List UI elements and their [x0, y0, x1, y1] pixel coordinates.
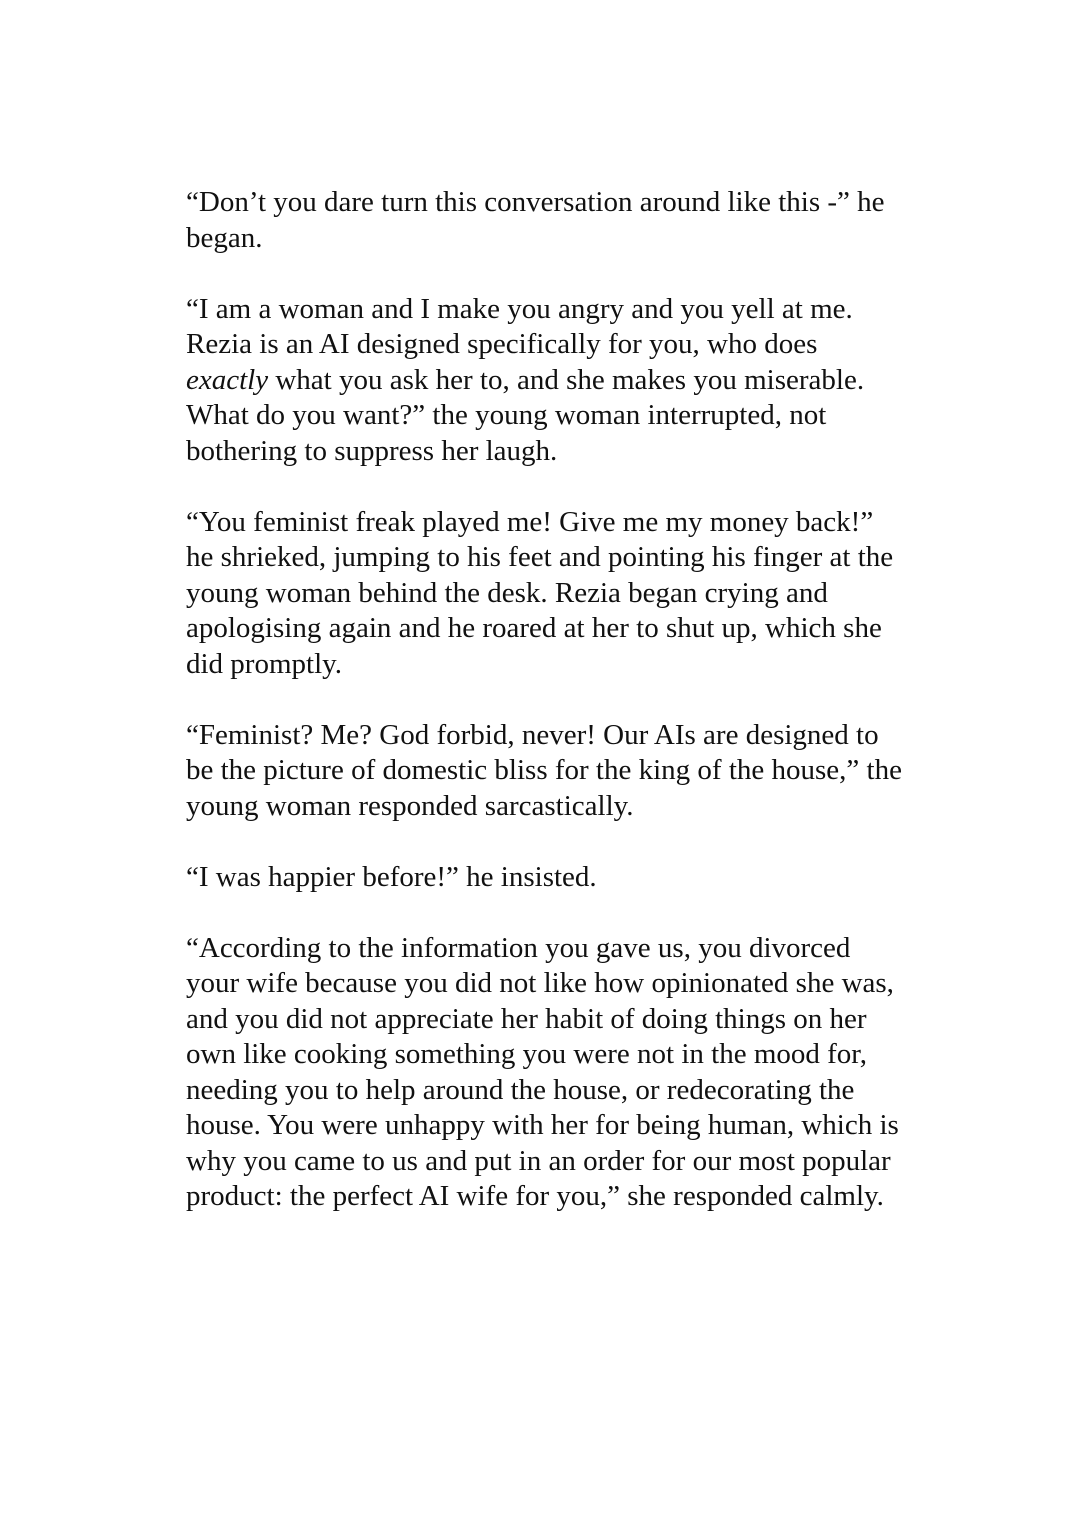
paragraph-2: [186, 292, 906, 470]
paragraph-1: “Don’t you dare turn this conversation around like this -” he began.: [186, 186, 885, 254]
paragraph-3: “You feminist freak played me! Give me my money back!” he shrieked, jumping to his feet and pointing his finger at the young woman behind the desk. Rezia began crying and apologising again and he roared at her to shut up, which she did promptly.: [186, 505, 894, 680]
paragraph-4: “Feminist? Me? God forbid, never! Our AIs are designed to be the picture of domestic bliss for the king of the house,” the young woman responded sarcastically.: [186, 718, 902, 822]
paragraph-2-emphasis: exactly: [186, 363, 269, 396]
paragraph-2-text-before: “I am a woman and I make you angry and you yell at me. Rezia is an AI designed specifically for you, who does: [186, 292, 853, 360]
story-text: [186, 185, 906, 1215]
paragraph-6: “According to the information you gave us, you divorced your wife because you did not like how opinionated she was, and you did not appreciate her habit of doing things on her own like cooking something you were not in the mood for, needing you to help around the house, or redecorating the house. You were unhappy with her for being human, which is why you came to us and put in an order for our most popular product: the perfect AI wife for you,” she responded calmly.: [186, 931, 899, 1212]
paragraph-5: “I was happier before!” he insisted.: [186, 860, 597, 893]
paragraph-2-text-after: what you ask her to, and she makes you miserable. What do you want?” the young woman interrupted, not bothering to suppress her laugh.: [186, 363, 865, 467]
